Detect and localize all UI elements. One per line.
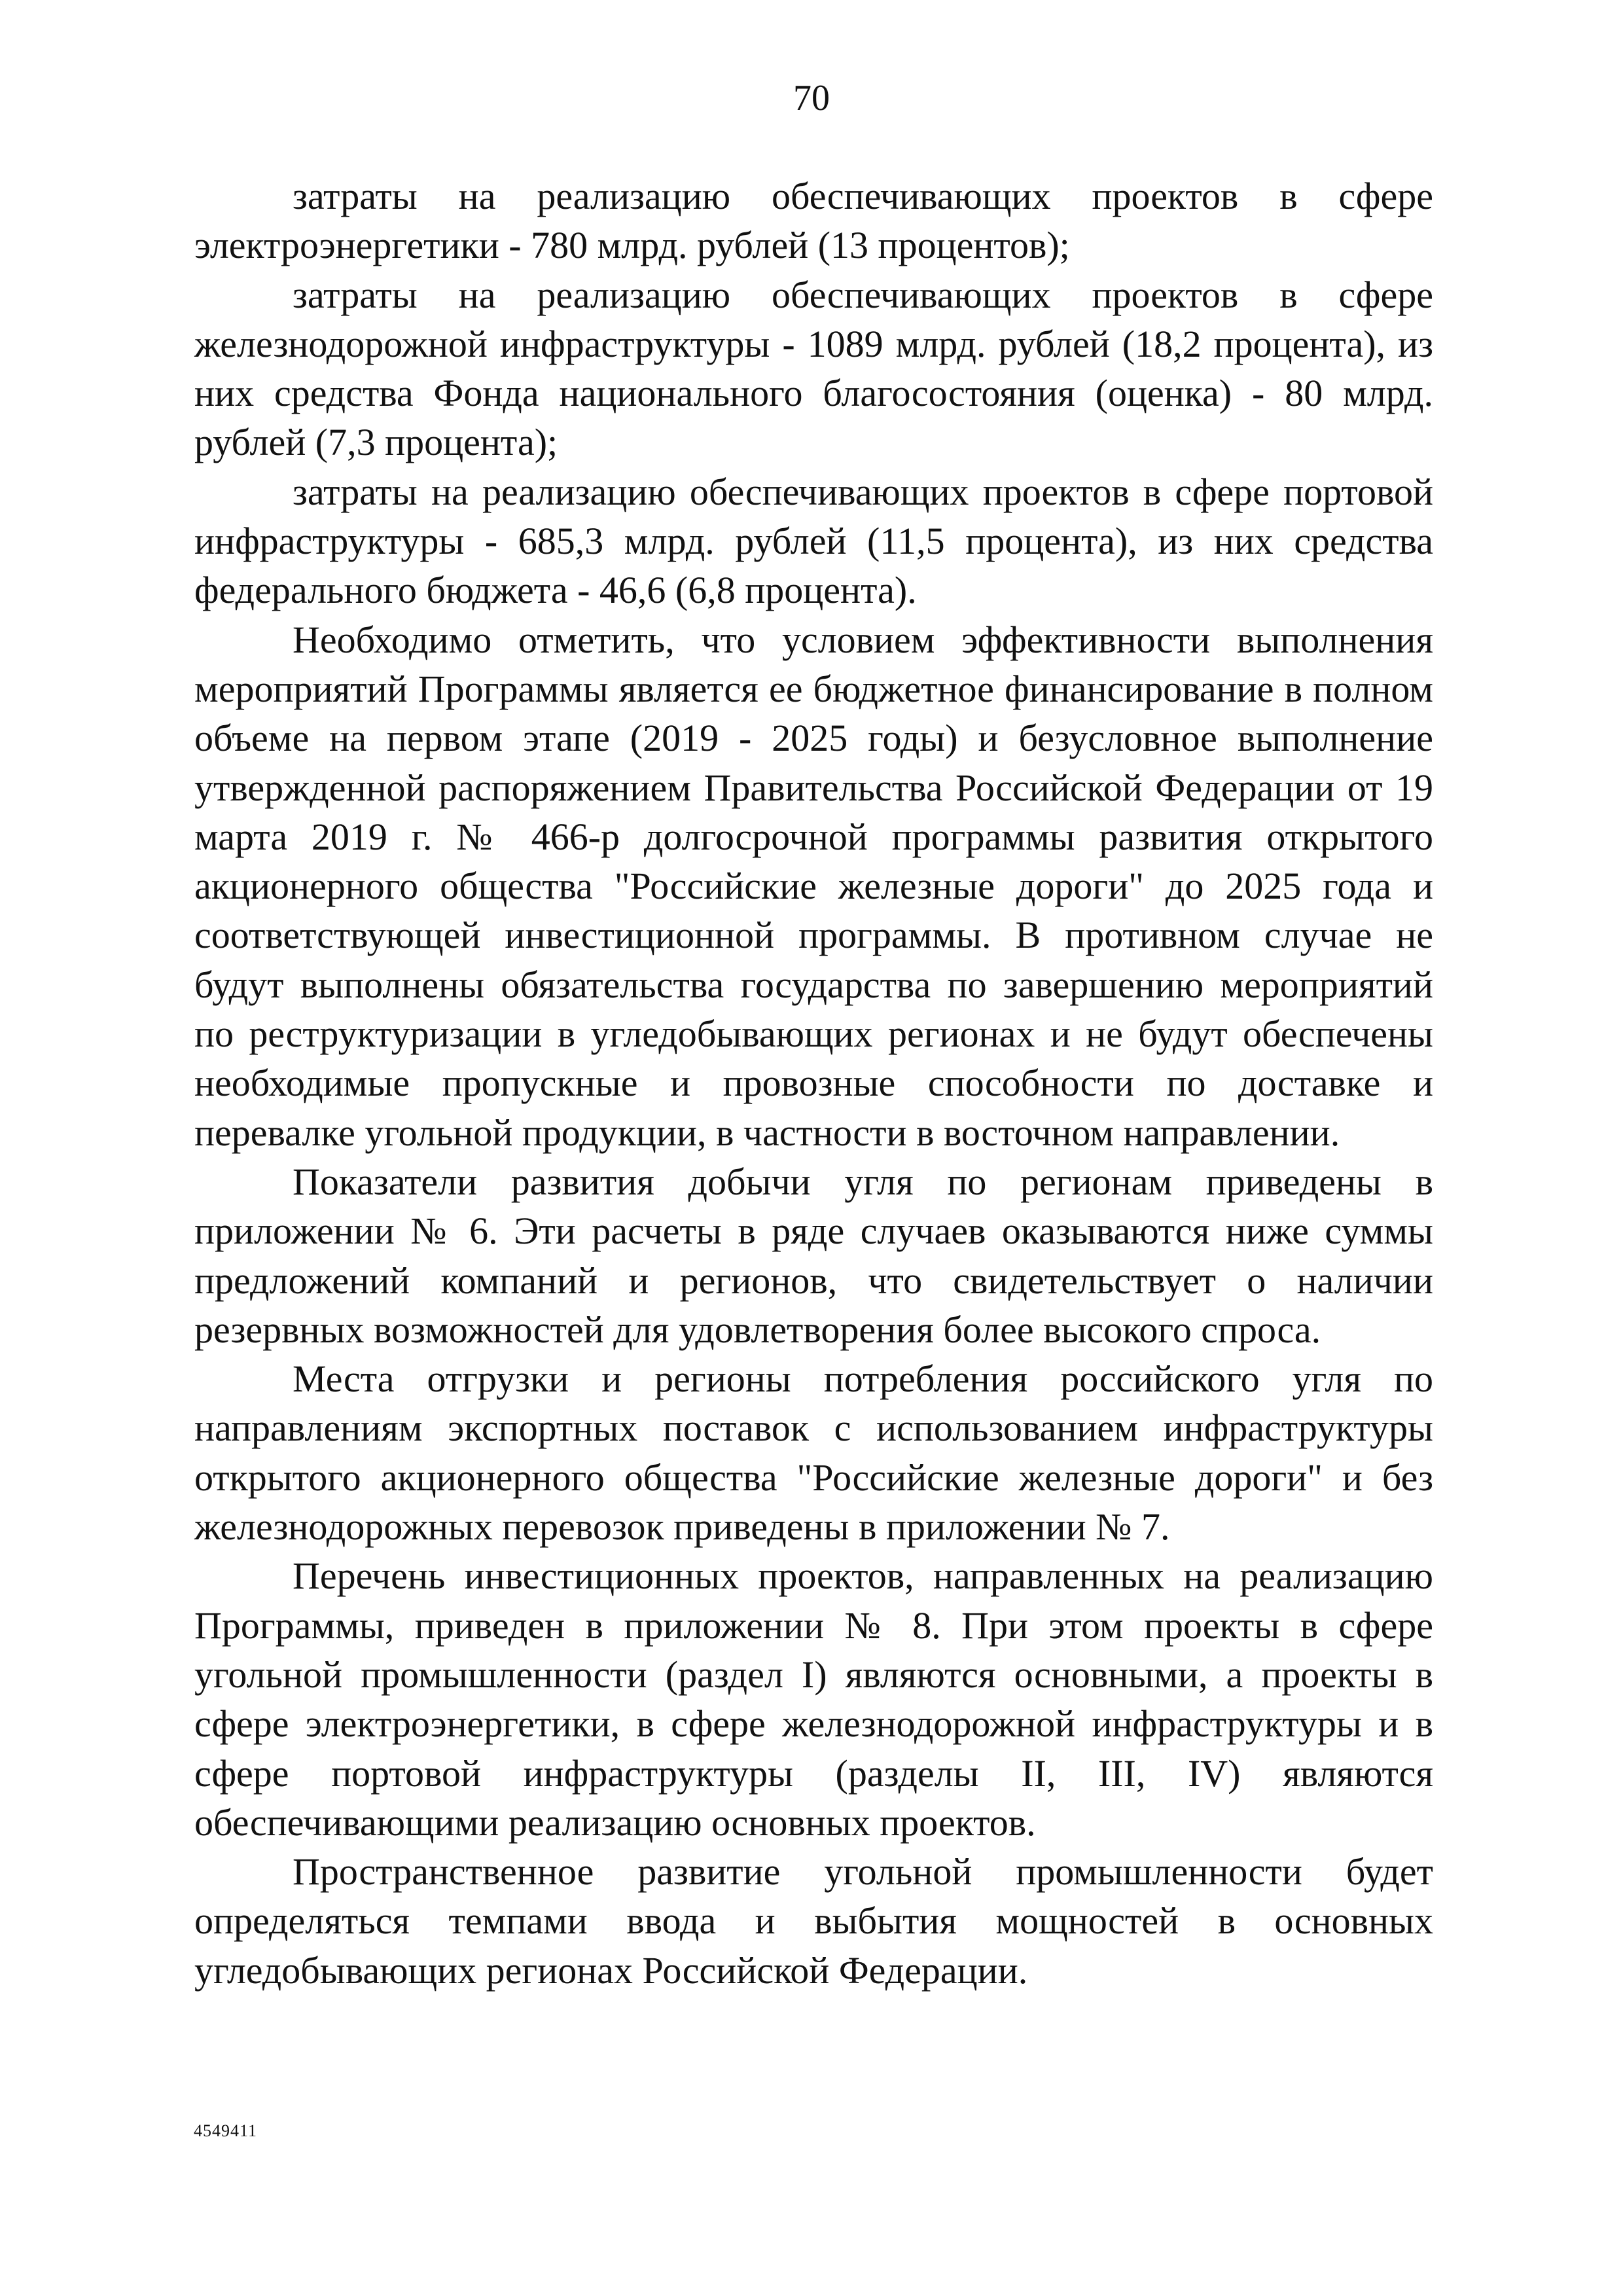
document-body — [194, 171, 1433, 1995]
paragraph-investment-projects: Перечень инвестиционных проектов, направленных на реализацию Программы, приведен в приложении № 8. При этом проекты в сфере угольной промышленности (раздел I) являются основными, а проекты в сфере электроэнергетики, в сфере железнодорожной инфраструктуры и в сфере портовой инфраструктуры (разделы II, III, IV) являются обеспечивающими реализацию основных проектов. — [194, 1554, 1433, 1844]
paragraph-electricity-costs: затраты на реализацию обеспечивающих проектов в сфере электроэнергетики - 780 млрд. рублей (13 процентов); — [194, 175, 1433, 267]
paragraph-coal-production-indicators: Показатели развития добычи угля по регионам приведены в приложении № 6. Эти расчеты в ряде случаев оказываются ниже суммы предложений компаний и регионов, что свидетельствует о наличии резервных возможностей для удовлетворения более высокого спроса. — [194, 1160, 1433, 1351]
paragraph-railway-costs: затраты на реализацию обеспечивающих проектов в сфере железнодорожной инфраструктуры - 1089 млрд. рублей (18,2 процента), из них средства Фонда национального благосостояния (оценка) - 80 млрд. рублей (7,3 процента); — [194, 273, 1433, 464]
paragraph-port-costs: затраты на реализацию обеспечивающих проектов в сфере портовой инфраструктуры - 685,3 млрд. рублей (11,5 процента), из них средства федерального бюджета - 46,6 (6,8 процента). — [194, 470, 1433, 612]
paragraph-financing-condition: Необходимо отметить, что условием эффективности выполнения мероприятий Программы является ее бюджетное финансирование в полном объеме на первом этапе (2019 - 2025 годы) и безусловное выполнение утвержденной распоряжением Правительства Российской Федерации от 19 марта 2019 г. № 466-р долгосрочной программы развития открытого акционерного общества "Российские железные дороги" до 2025 года и соответствующей инвестиционной программы. В противном случае не будут выполнены обязательства государства по завершению мероприятий по реструктуризации в угледобывающих регионах и не будут обеспечены необходимые пропускные и провозные способности по доставке и перевалке угольной продукции, в частности в восточном направлении. — [194, 618, 1433, 1154]
page-number: 70 — [793, 78, 830, 118]
document-code: 4549411 — [194, 2121, 258, 2140]
paragraph-export-shipping: Места отгрузки и регионы потребления российского угля по направлениям экспортных поставок с использованием инфраструктуры открытого акционерного общества "Российские железные дороги" и без железнодорожных перевозок приведены в приложении № 7. — [194, 1357, 1433, 1549]
paragraph-spatial-development: Пространственное развитие угольной промышленности будет определяться темпами ввода и выбытия мощностей в основных угледобывающих регионах Российской Федерации. — [194, 1850, 1433, 1992]
